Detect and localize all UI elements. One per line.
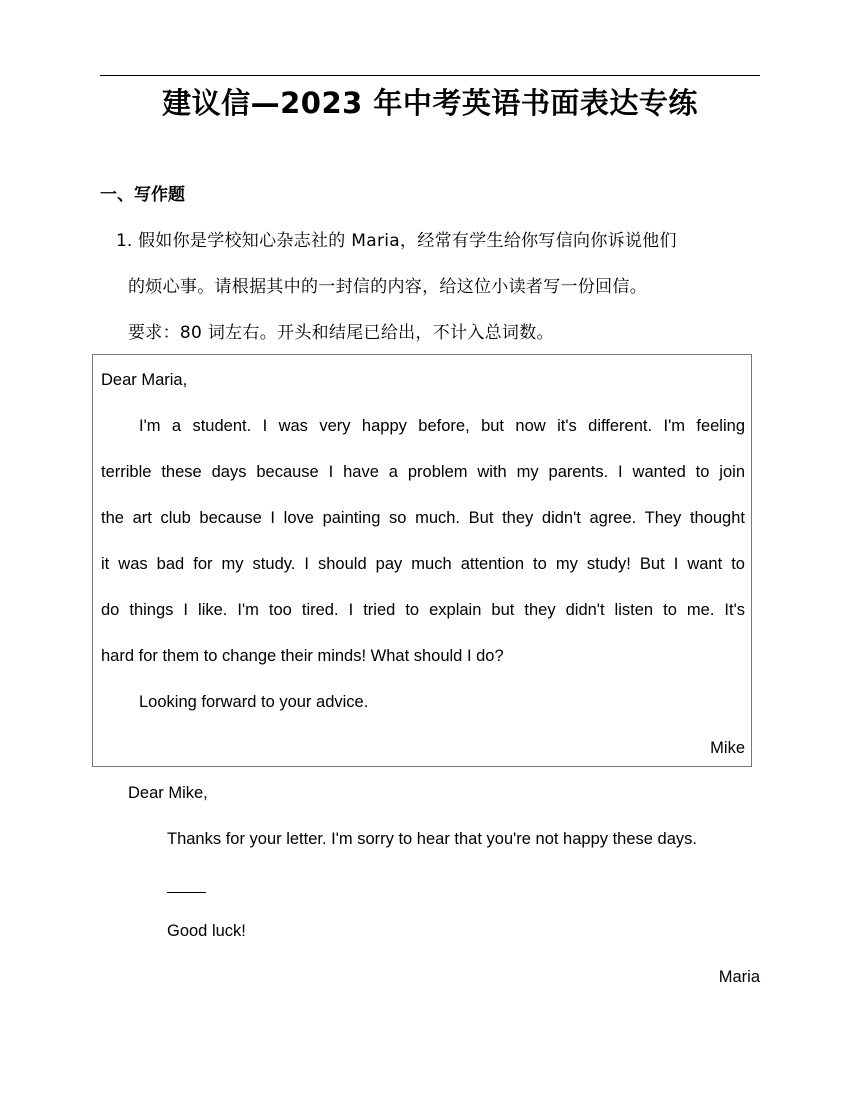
letter-body-line: terrible these days because I have a problem with my parents. I wanted to join [101, 463, 745, 481]
letter-body-line: I'm a student. I was very happy before, but now it's different. I'm feeling [139, 417, 745, 435]
reply-opening: Thanks for your letter. I'm sorry to hear that you're not happy these days. [167, 830, 697, 848]
reply-closing: Good luck! [167, 922, 246, 940]
top-rule [100, 75, 760, 76]
question-number: 1. [116, 231, 133, 251]
question-text-line: 假如你是学校知心杂志社的 Maria，经常有学生给你写信向你诉说他们 [138, 231, 677, 251]
letter-body-line: do things I like. I'm too tired. I tried to explain but they didn't listen to me. It's [101, 601, 745, 619]
letter-body-line: it was bad for my study. I should pay much attention to my study! But I want to [101, 555, 745, 573]
letter-closing: Looking forward to your advice. [139, 693, 369, 711]
reply-signature: Maria [718, 968, 760, 986]
reply-salutation: Dear Mike, [128, 784, 208, 802]
student-letter-box [92, 354, 752, 767]
answer-blank [167, 892, 206, 893]
question-text-line: 的烦心事。请根据其中的一封信的内容，给这位小读者写一份回信。 [128, 277, 647, 297]
letter-salutation: Dear Maria, [101, 371, 188, 389]
letter-signature: Mike [710, 739, 745, 757]
section-heading: 一、写作题 [100, 185, 185, 205]
page-title: 建议信—2023 年中考英语书面表达专练 [162, 86, 698, 120]
letter-body-line: hard for them to change their minds! What should I do? [101, 647, 504, 665]
question-requirement: 要求：80 词左右。开头和结尾已给出，不计入总词数。 [128, 323, 554, 343]
letter-body-line: the art club because I love painting so much. But they didn't agree. They thought [101, 509, 745, 527]
